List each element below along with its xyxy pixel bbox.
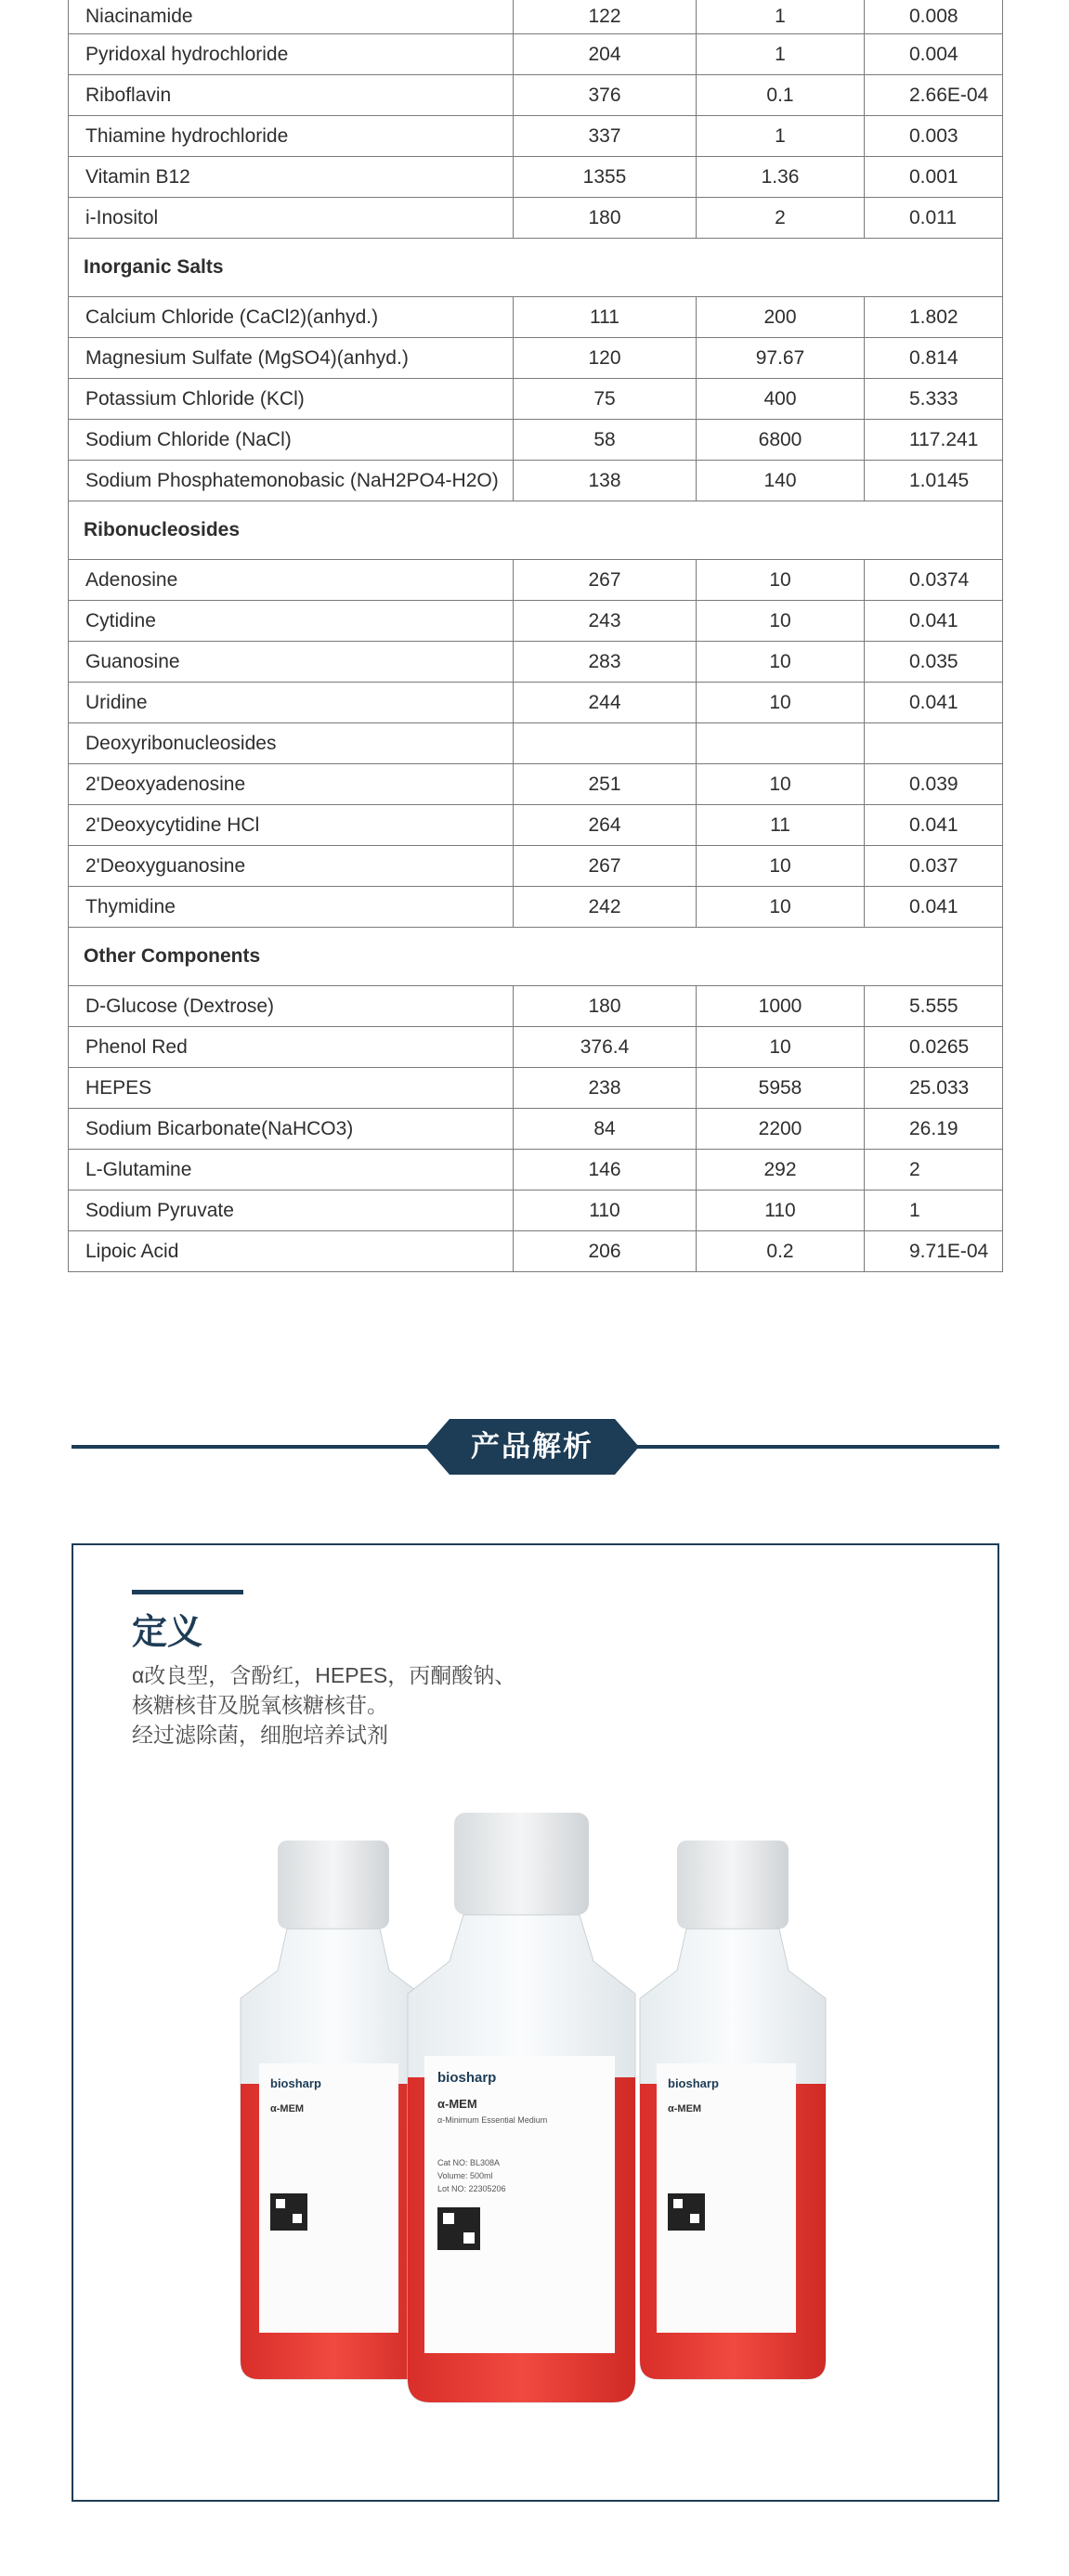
concentration-mg-cell: 10 xyxy=(697,601,865,642)
concentration-mg-cell: 10 xyxy=(697,683,865,723)
molecular-weight-cell: 264 xyxy=(514,805,697,846)
concentration-mg-cell: 10 xyxy=(697,764,865,805)
svg-text:α-MEM: α-MEM xyxy=(270,2103,305,2114)
table-row xyxy=(69,1231,1003,1272)
molecular-weight-cell: 242 xyxy=(514,887,697,928)
concentration-mg-cell: 140 xyxy=(697,461,865,501)
component-name-cell: D-Glucose (Dextrose) xyxy=(69,986,514,1027)
concentration-mg-cell: 10 xyxy=(697,887,865,928)
concentration-mg-cell: 292 xyxy=(697,1150,865,1190)
concentration-mg-cell: 10 xyxy=(697,1027,865,1068)
molecular-weight-cell: 180 xyxy=(514,198,697,239)
molecular-weight-cell xyxy=(514,723,697,764)
concentration-mm-cell: 0.039 xyxy=(865,764,1003,805)
molecular-weight-cell: 58 xyxy=(514,420,697,461)
component-name-cell: Uridine xyxy=(69,683,514,723)
concentration-mm-cell: 1.802 xyxy=(865,297,1003,338)
molecular-weight-cell: 138 xyxy=(514,461,697,501)
component-name-cell: Guanosine xyxy=(69,642,514,683)
table-row xyxy=(69,198,1003,239)
concentration-mg-cell: 10 xyxy=(697,642,865,683)
component-name-cell: L-Glutamine xyxy=(69,1150,514,1190)
molecular-weight-cell: 244 xyxy=(514,683,697,723)
table-row xyxy=(69,116,1003,157)
definition-accent-bar xyxy=(132,1590,243,1594)
svg-text:Lot NO: 22305206: Lot NO: 22305206 xyxy=(437,2184,506,2193)
section-title: Other Components xyxy=(69,928,1003,986)
molecular-weight-cell: 1355 xyxy=(514,157,697,198)
formulation-table-section xyxy=(68,0,1002,1272)
table-row xyxy=(69,420,1003,461)
concentration-mm-cell: 1.0145 xyxy=(865,461,1003,501)
molecular-weight-cell: 204 xyxy=(514,34,697,75)
concentration-mm-cell: 0.814 xyxy=(865,338,1003,379)
section-title: Inorganic Salts xyxy=(69,239,1003,297)
concentration-mg-cell: 5958 xyxy=(697,1068,865,1109)
component-name-cell: Sodium Pyruvate xyxy=(69,1190,514,1231)
table-row xyxy=(69,846,1003,887)
molecular-weight-cell: 84 xyxy=(514,1109,697,1150)
definition-line: 核糖核苷及脱氧核糖核苷。 xyxy=(132,1693,388,1717)
molecular-weight-cell: 110 xyxy=(514,1190,697,1231)
concentration-mm-cell: 9.71E-04 xyxy=(865,1231,1003,1272)
component-name-cell: Pyridoxal hydrochloride xyxy=(69,34,514,75)
table-row xyxy=(69,297,1003,338)
table-row xyxy=(69,986,1003,1027)
concentration-mg-cell: 10 xyxy=(697,846,865,887)
concentration-mm-cell: 2.66E-04 xyxy=(865,75,1003,116)
component-name-cell: Calcium Chloride (CaCl2)(anhyd.) xyxy=(69,297,514,338)
svg-text:biosharp: biosharp xyxy=(270,2076,321,2090)
concentration-mg-cell: 1000 xyxy=(697,986,865,1027)
table-row xyxy=(69,1190,1003,1231)
section-row-inorganic xyxy=(69,239,1003,297)
concentration-mm-cell: 0.0265 xyxy=(865,1027,1003,1068)
molecular-weight-cell: 75 xyxy=(514,379,697,420)
bottle-right xyxy=(640,1841,826,2379)
concentration-mg-cell: 1.36 xyxy=(697,157,865,198)
table-row xyxy=(69,75,1003,116)
concentration-mg-cell: 2 xyxy=(697,198,865,239)
definition-title: 定义 xyxy=(132,1613,203,1652)
table-row xyxy=(69,683,1003,723)
concentration-mg-cell: 6800 xyxy=(697,420,865,461)
concentration-mm-cell: 5.333 xyxy=(865,379,1003,420)
molecular-weight-cell: 376 xyxy=(514,75,697,116)
bottle-left xyxy=(241,1841,426,2379)
product-bottles-image xyxy=(213,1813,863,2407)
concentration-mm-cell: 5.555 xyxy=(865,986,1003,1027)
table-row xyxy=(69,1027,1003,1068)
concentration-mm-cell: 0.011 xyxy=(865,198,1003,239)
table-row xyxy=(69,805,1003,846)
concentration-mm-cell: 0.004 xyxy=(865,34,1003,75)
definition-line: 经过滤除菌，细胞培养试剂 xyxy=(132,1723,388,1747)
svg-text:α-MEM: α-MEM xyxy=(437,2097,477,2111)
concentration-mm-cell: 0.041 xyxy=(865,683,1003,723)
concentration-mm-cell: 0.041 xyxy=(865,601,1003,642)
component-name-cell: 2'Deoxyguanosine xyxy=(69,846,514,887)
concentration-mg-cell: 11 xyxy=(697,805,865,846)
table-row xyxy=(69,34,1003,75)
concentration-mm-cell: 0.003 xyxy=(865,116,1003,157)
product-card xyxy=(72,1543,999,2502)
concentration-mm-cell: 0.001 xyxy=(865,157,1003,198)
concentration-mg-cell: 10 xyxy=(697,560,865,601)
component-name-cell: i-Inositol xyxy=(69,198,514,239)
table-row xyxy=(69,379,1003,420)
concentration-mm-cell: 0.041 xyxy=(865,887,1003,928)
component-name-cell: Lipoic Acid xyxy=(69,1231,514,1272)
molecular-weight-cell: 146 xyxy=(514,1150,697,1190)
concentration-mg-cell: 0.2 xyxy=(697,1231,865,1272)
component-name-cell: HEPES xyxy=(69,1068,514,1109)
molecular-weight-cell: 180 xyxy=(514,986,697,1027)
concentration-mg-cell: 1 xyxy=(697,0,865,34)
molecular-weight-cell: 243 xyxy=(514,601,697,642)
molecular-weight-cell: 238 xyxy=(514,1068,697,1109)
molecular-weight-cell: 376.4 xyxy=(514,1027,697,1068)
svg-text:α-MEM: α-MEM xyxy=(668,2103,702,2114)
table-row xyxy=(69,338,1003,379)
table-row xyxy=(69,1109,1003,1150)
table-row xyxy=(69,461,1003,501)
component-name-cell: Riboflavin xyxy=(69,75,514,116)
component-name-cell: Phenol Red xyxy=(69,1027,514,1068)
concentration-mm-cell: 117.241 xyxy=(865,420,1003,461)
section-row-other xyxy=(69,928,1003,986)
concentration-mm-cell: 1 xyxy=(865,1190,1003,1231)
component-name-cell: Deoxyribonucleosides xyxy=(69,723,514,764)
table-row xyxy=(69,157,1003,198)
component-name-cell: Thymidine xyxy=(69,887,514,928)
component-name-cell: Niacinamide xyxy=(69,0,514,34)
component-name-cell: Adenosine xyxy=(69,560,514,601)
banner-title: 产品解析 xyxy=(471,1430,593,1463)
molecular-weight-cell: 283 xyxy=(514,642,697,683)
svg-text:biosharp: biosharp xyxy=(437,2070,497,2086)
molecular-weight-cell: 111 xyxy=(514,297,697,338)
component-name-cell: Sodium Chloride (NaCl) xyxy=(69,420,514,461)
bottle-center xyxy=(408,1813,635,2402)
molecular-weight-cell: 267 xyxy=(514,560,697,601)
table-row xyxy=(69,1150,1003,1190)
concentration-mg-cell: 0.1 xyxy=(697,75,865,116)
molecular-weight-cell: 122 xyxy=(514,0,697,34)
component-name-cell: Sodium Bicarbonate(NaHCO3) xyxy=(69,1109,514,1150)
table-row xyxy=(69,1068,1003,1109)
component-name-cell: 2'Deoxyadenosine xyxy=(69,764,514,805)
svg-text:Cat NO: BL308A: Cat NO: BL308A xyxy=(437,2158,501,2167)
table-row xyxy=(69,764,1003,805)
concentration-mm-cell xyxy=(865,723,1003,764)
svg-text:α-Minimum Essential Medium: α-Minimum Essential Medium xyxy=(437,2115,548,2125)
molecular-weight-cell: 251 xyxy=(514,764,697,805)
molecular-weight-cell: 337 xyxy=(514,116,697,157)
concentration-mm-cell: 25.033 xyxy=(865,1068,1003,1109)
component-name-cell: Vitamin B12 xyxy=(69,157,514,198)
table-row xyxy=(69,0,1003,34)
table-row xyxy=(69,601,1003,642)
concentration-mg-cell: 1 xyxy=(697,116,865,157)
section-title: Ribonucleosides xyxy=(69,501,1003,560)
component-name-cell: Sodium Phosphatemonobasic (NaH2PO4-H2O) xyxy=(69,461,514,501)
concentration-mm-cell: 2 xyxy=(865,1150,1003,1190)
component-name-cell: Potassium Chloride (KCl) xyxy=(69,379,514,420)
concentration-mm-cell: 0.041 xyxy=(865,805,1003,846)
definition-description xyxy=(132,1660,515,1750)
concentration-mg-cell: 200 xyxy=(697,297,865,338)
table-row xyxy=(69,723,1003,764)
concentration-mm-cell: 0.008 xyxy=(865,0,1003,34)
concentration-mm-cell: 26.19 xyxy=(865,1109,1003,1150)
component-name-cell: Thiamine hydrochloride xyxy=(69,116,514,157)
concentration-mg-cell: 2200 xyxy=(697,1109,865,1150)
banner-tag xyxy=(425,1419,639,1475)
concentration-mg-cell: 1 xyxy=(697,34,865,75)
molecular-weight-cell: 267 xyxy=(514,846,697,887)
concentration-mg-cell: 110 xyxy=(697,1190,865,1231)
section-banner xyxy=(72,1419,999,1475)
concentration-mm-cell: 0.035 xyxy=(865,642,1003,683)
component-name-cell: Cytidine xyxy=(69,601,514,642)
molecular-weight-cell: 120 xyxy=(514,338,697,379)
concentration-mg-cell: 97.67 xyxy=(697,338,865,379)
definition-line: α改良型，含酚红，HEPES，丙酮酸钠、 xyxy=(132,1663,516,1687)
concentration-mg-cell xyxy=(697,723,865,764)
concentration-mm-cell: 0.037 xyxy=(865,846,1003,887)
svg-text:Volume: 500ml: Volume: 500ml xyxy=(437,2171,493,2180)
section-row-ribonucleosides xyxy=(69,501,1003,560)
concentration-mm-cell: 0.0374 xyxy=(865,560,1003,601)
table-row xyxy=(69,560,1003,601)
concentration-mg-cell: 400 xyxy=(697,379,865,420)
component-name-cell: 2'Deoxycytidine HCl xyxy=(69,805,514,846)
component-name-cell: Magnesium Sulfate (MgSO4)(anhyd.) xyxy=(69,338,514,379)
svg-text:biosharp: biosharp xyxy=(668,2076,719,2090)
table-row xyxy=(69,887,1003,928)
molecular-weight-cell: 206 xyxy=(514,1231,697,1272)
table-row xyxy=(69,642,1003,683)
formulation-table xyxy=(68,0,1003,1272)
